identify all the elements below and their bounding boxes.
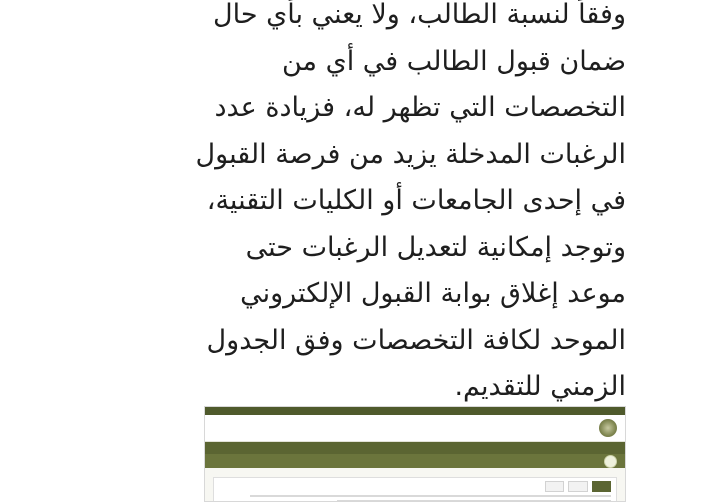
portal-tabs — [219, 481, 611, 492]
portal-text-line — [250, 495, 611, 497]
article-line: التخصصات التي تظهر له، فزيادة عدد — [214, 92, 626, 123]
article-line: الموحد لكافة التخصصات وفق الجدول — [206, 324, 626, 356]
portal-screenshot-image — [204, 406, 626, 502]
article-text — [150, 0, 626, 411]
portal-tab — [568, 481, 587, 492]
portal-header — [205, 415, 625, 442]
portal-logo — [599, 419, 617, 437]
portal-menu-bar — [205, 442, 625, 454]
article-line: وتوجد إمكانية لتعديل الرغبات حتى — [245, 231, 626, 263]
portal-top-bar — [205, 407, 625, 415]
portal-sub-bar — [205, 454, 625, 468]
circle-icon — [604, 455, 617, 468]
article-line: ضمان قبول الطالب في أي من — [281, 45, 626, 77]
article-line: الزمني للتقديم. — [454, 371, 626, 402]
article-line: وفقاً لنسبة الطالب، ولا يعني بأي حال — [212, 0, 626, 30]
portal-tab — [592, 481, 611, 492]
article-line: موعد إغلاق بوابة القبول الإلكتروني — [240, 278, 626, 309]
article-line: في إحدى الجامعات أو الكليات التقنية، — [206, 185, 626, 216]
article-line: الرغبات المدخلة يزيد من فرصة القبول — [195, 138, 626, 170]
portal-tab — [545, 481, 564, 492]
portal-panel — [213, 477, 617, 502]
